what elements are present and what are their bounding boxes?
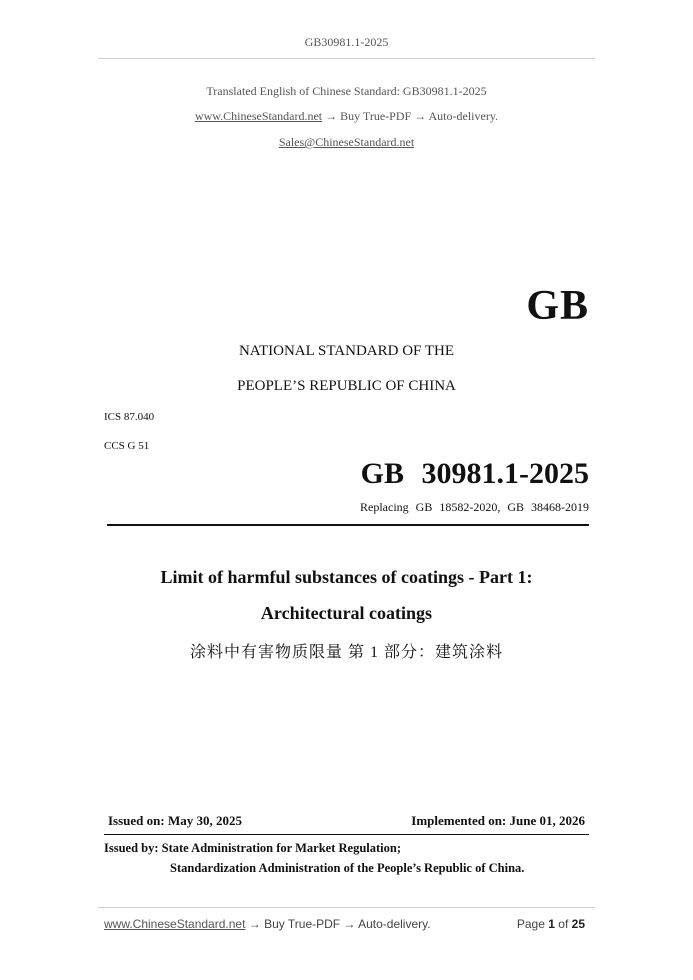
issued-on-date: Issued on: May 30, 2025 <box>108 813 242 828</box>
website-link[interactable]: www.ChineseStandard.net <box>194 109 323 123</box>
translation-notice: Translated English of Chinese Standard: GB30981.1-2025 <box>206 84 487 98</box>
page-of: of <box>558 917 569 931</box>
page-indicator <box>517 917 585 931</box>
issued-by-line2: Standardization Administration of the People’s Republic of China. <box>170 861 525 875</box>
sales-email-link[interactable]: Sales@ChineseStandard.net <box>278 135 415 149</box>
ics-code: ICS 87.040 <box>104 411 155 423</box>
document-title-line1: Limit of harmful substances of coatings - Part 1: <box>160 567 533 587</box>
header-standard-code: GB30981.1-2025 <box>304 35 389 49</box>
dates-divider <box>104 834 589 835</box>
page-total: 25 <box>571 917 585 931</box>
footer-website-link[interactable]: www.ChineseStandard.net <box>104 917 246 931</box>
page-current: 1 <box>548 917 555 931</box>
national-standard-line1: NATIONAL STANDARD OF THE <box>238 343 455 359</box>
title-divider <box>107 524 589 526</box>
national-standard-line2: PEOPLE’S REPUBLIC OF CHINA <box>237 378 456 394</box>
document-title-line2: Architectural coatings <box>260 603 433 623</box>
footer-purchase-line <box>104 917 431 931</box>
purchase-text: → Buy True-PDF → Auto-delivery. <box>322 109 499 123</box>
sales-line <box>0 135 693 150</box>
gb-logo: GB <box>526 283 589 329</box>
purchase-line <box>0 109 693 124</box>
document-title-chinese: 涂料中有害物质限量 第 1 部分：建筑涂料 <box>189 644 503 661</box>
page-label: Page <box>516 917 545 931</box>
header-divider <box>98 58 595 59</box>
implemented-on-date: Implemented on: June 01, 2026 <box>411 813 585 828</box>
footer-divider <box>98 907 595 908</box>
footer-purchase-text: → Buy True-PDF → Auto-delivery. <box>245 917 431 931</box>
standard-number: GB 30981.1-2025 <box>360 457 589 490</box>
issued-by-line1: Issued by: State Administration for Market Regulation; <box>104 841 401 855</box>
ccs-code: CCS G 51 <box>104 440 150 452</box>
replacing-standards: Replacing GB 18582-2020, GB 38468-2019 <box>360 500 589 514</box>
